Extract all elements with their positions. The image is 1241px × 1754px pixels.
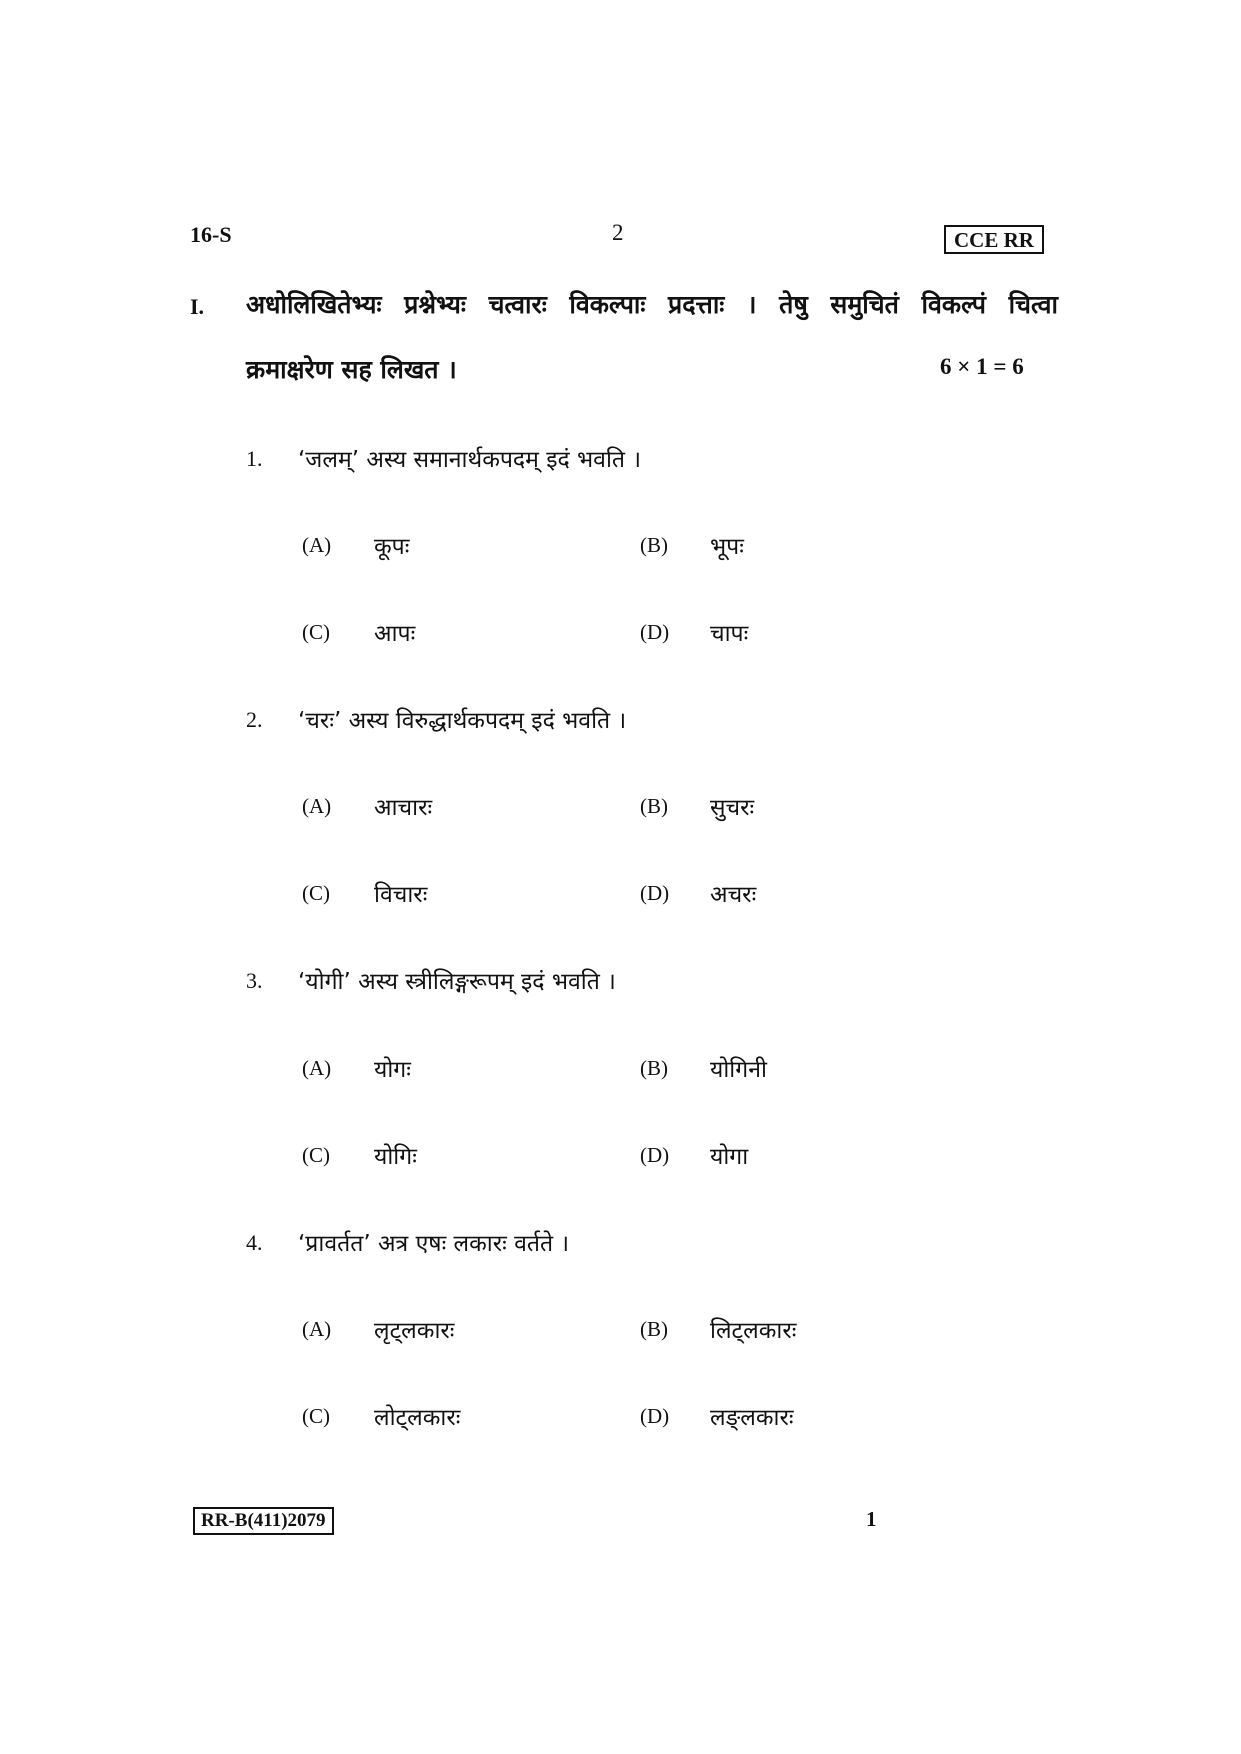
option-text: योगः: [374, 1057, 411, 1083]
option-text: योगा: [710, 1144, 749, 1170]
section-number: I.: [190, 294, 205, 319]
option-label: (C): [302, 881, 330, 905]
question-number: 3.: [246, 968, 263, 993]
section-instruction-line-2: क्रमाक्षरेण सह लिखत ।: [246, 355, 457, 384]
exam-type-box: CCE RR: [944, 225, 1044, 254]
page-number: 2: [612, 220, 624, 245]
option-text: सुचरः: [710, 795, 755, 821]
option-text: योगिः: [374, 1144, 417, 1170]
option-label: (D): [640, 620, 670, 644]
option-label: (D): [640, 881, 670, 905]
option-label: (A): [302, 1317, 332, 1341]
option-label: (D): [640, 1404, 670, 1428]
paper-code: 16-S: [190, 222, 232, 247]
question-text: ‘जलम्’ अस्य समानार्थकपदम् इदं भवति ।: [298, 447, 642, 473]
option-label: (A): [302, 533, 332, 557]
option-text: अचरः: [710, 882, 757, 908]
option-label: (B): [640, 533, 668, 557]
option-text: चापः: [710, 621, 749, 647]
question-text: ‘प्रावर्तत’ अत्र एषः लकारः वर्तते ।: [298, 1231, 570, 1257]
footer-code-box: RR-B(411)2079: [193, 1507, 334, 1535]
question-number: 1.: [246, 446, 263, 471]
option-text: आचारः: [374, 795, 433, 821]
option-label: (B): [640, 1056, 668, 1080]
question-text: ‘योगी’ अस्य स्त्रीलिङ्गरूपम् इदं भवति ।: [298, 969, 616, 995]
question-number: 2.: [246, 707, 263, 732]
option-text: भूपः: [710, 534, 744, 560]
section-marks: 6 × 1 = 6: [940, 354, 1024, 379]
option-label: (A): [302, 1056, 332, 1080]
option-label: (B): [640, 1317, 668, 1341]
option-label: (A): [302, 794, 332, 818]
option-text: लोट्लकारः: [374, 1405, 461, 1431]
option-label: (C): [302, 1143, 330, 1167]
section-instruction-line-1: अधोलिखितेभ्यः प्रश्नेभ्यः चत्वारः विकल्पाः प्रदत्ताः । तेषु समुचितं विकल्पं चित्वा: [246, 290, 1058, 319]
option-text: लृट्लकारः: [374, 1318, 455, 1344]
option-text: आपः: [374, 621, 416, 647]
option-text: कूपः: [374, 534, 410, 560]
option-label: (C): [302, 1404, 330, 1428]
option-label: (B): [640, 794, 668, 818]
question-text: ‘चरः’ अस्य विरुद्धार्थकपदम् इदं भवति ।: [298, 708, 627, 734]
question-number: 4.: [246, 1230, 263, 1255]
option-text: योगिनी: [710, 1057, 767, 1083]
option-label: (D): [640, 1143, 670, 1167]
footer-page-number: 1: [866, 1507, 877, 1531]
option-text: विचारः: [374, 882, 428, 908]
option-text: लङ्लकारः: [710, 1405, 794, 1431]
option-text: लिट्लकारः: [710, 1318, 797, 1344]
option-label: (C): [302, 620, 330, 644]
